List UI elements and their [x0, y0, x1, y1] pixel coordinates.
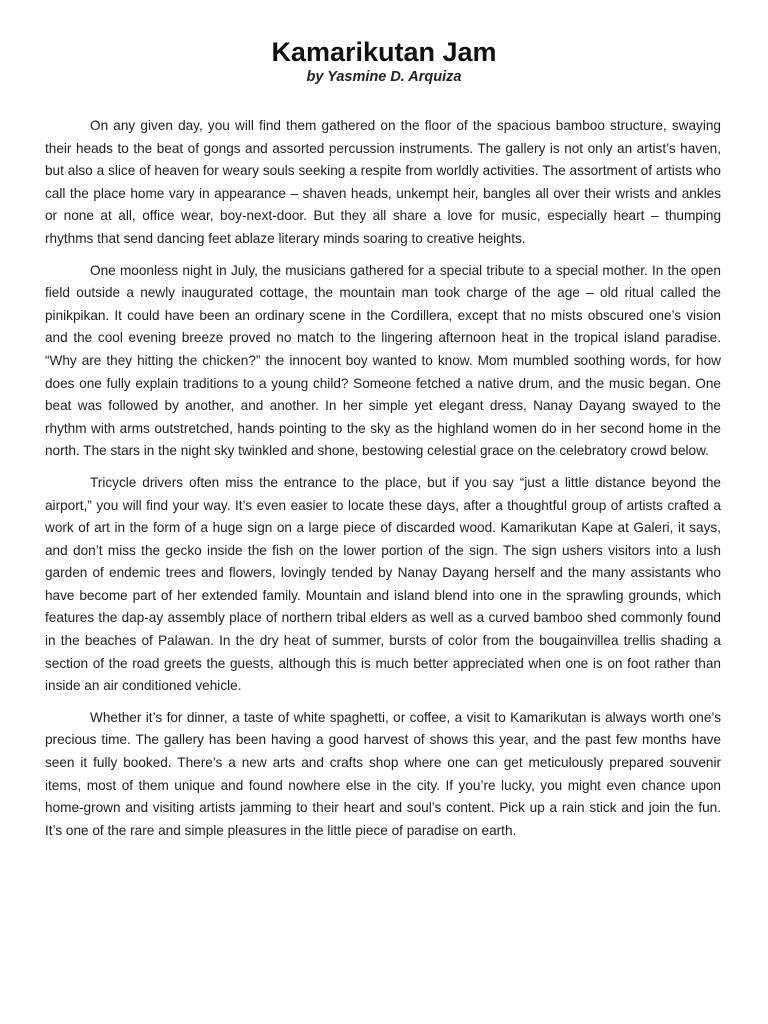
paragraph-1: On any given day, you will find them gathered on the floor of the spacious bamboo structure, swaying their heads to the beat of gongs and assorted percussion instruments. The gallery is not only an artist’s haven, but also a slice of heaven for weary souls seeking a respite from worldly activities. The assortment of artists who call the place home vary in appearance – shaven heads, unkempt heir, bangles all over their wrists and ankles or none at all, office wear, boy-next-door. But they all share a love for music, especially heart – thumping rhythms that send dancing feet ablaze literary minds soaring to creative heights. [45, 118, 721, 246]
document-byline: by Yasmine D. Arquiza [306, 69, 462, 85]
paragraph-3: Tricycle drivers often miss the entrance to the place, but if you say “just a little distance beyond the airport,” you will find your way. It’s even easier to locate these days, after a thoughtful group of artists crafted a work of art in the form of a huge sign on a large piece of discarded wood. Kamarikutan Kape at Galeri, it says, and don’t miss the gecko inside the fish on the lower portion of the sign. The sign ushers visitors into a lush garden of endemic trees and flowers, lovingly tended by Nanay Dayang herself and the many assistants who have become part of her extended family. Mountain and island blend into one in the sprawling grounds, which features the dap-ay assembly place of northern tribal elders as well as a curved bamboo shed commonly found in the beaches of Palawan. In the dry heat of summer, bursts of color from the bougainvillea trellis shading a section of the road greets the guests, although this is much better appreciated when one is on foot rather than inside an air conditioned vehicle. [45, 474, 721, 694]
document-title: Kamarikutan Jam [271, 37, 497, 67]
paragraph-2: One moonless night in July, the musicians gathered for a special tribute to a special mother. In the open field outside a newly inaugurated cottage, the mountain man took charge of the age – old ritual called the pinikpikan. It could have been an ordinary scene in the Cordillera, except that no mists obscured one’s vision and the cool evening breeze proved no match to the lingering afternoon heat in the tropical island paradise. “Why are they hitting the chicken?” the innocent boy wanted to know. Mom mumbled soothing words, for how does one fully explain traditions to a young child? Someone fetched a native drum, and the music began. One beat was followed by another, and another. In her simple yet elegant dress, Nanay Dayang swayed to the rhythm with arms outstretched, hands pointing to the sky as the highland women do in her second home in the north. The stars in the night sky twinkled and shone, bestowing celestial grace on the celebratory crowd below. [45, 262, 721, 459]
article-body [45, 115, 721, 851]
paragraph-4: Whether it’s for dinner, a taste of white spaghetti, or coffee, a visit to Kamarikutan is always worth one’s precious time. The gallery has been having a good harvest of shows this year, and the past few months have seen it fully booked. There’s a new arts and crafts shop where one can get meticulously prepared souvenir items, most of them unique and found nowhere else in the city. If you’re lucky, you might even chance upon home-grown and visiting artists jamming to their heart and soul’s content. Pick up a rain stick and join the fun. It’s one of the rare and simple pleasures in the little piece of paradise on earth. [45, 709, 721, 838]
